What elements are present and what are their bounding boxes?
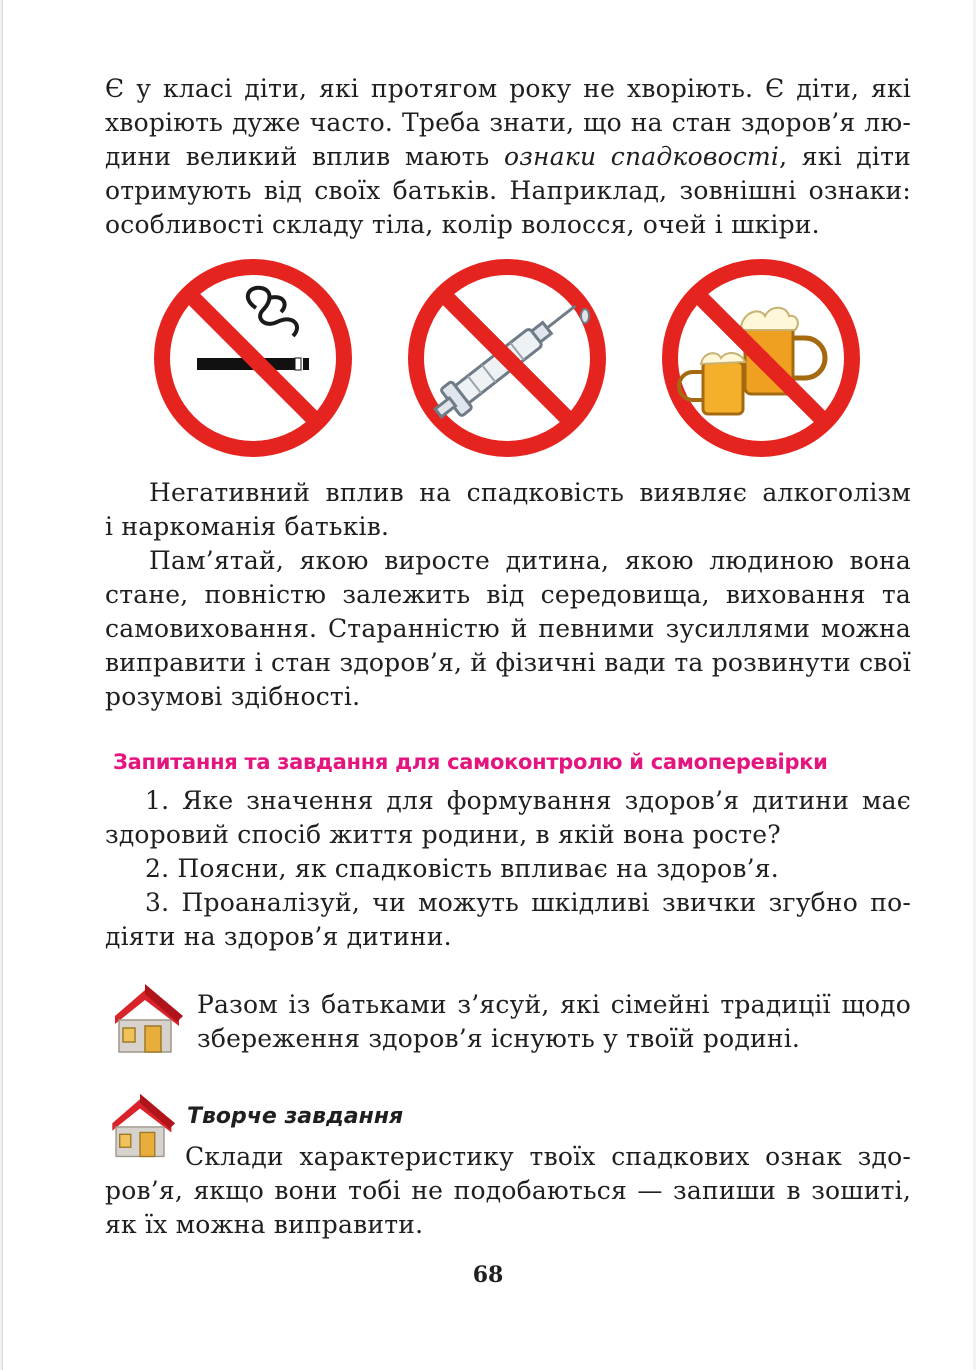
paragraph-remember <box>105 544 911 714</box>
house-icon <box>105 980 185 1058</box>
questions-list <box>105 784 911 954</box>
text-line: Негативний вплив на спадковість виявляє алкоголізм <box>149 478 911 507</box>
question-item: 1. Яке значення для формування здоров’я дитини має <box>145 786 911 815</box>
no-drugs-icon <box>407 258 607 458</box>
text-line: виправити і стан здоров’я, й фізичні вади та розвинути свої <box>105 648 911 677</box>
text-line: особливості складу тіла, колір волосся, очей і шкіри. <box>105 210 820 239</box>
text-line: Пам’ятай, якою виросте дитина, якою людиною вона <box>149 546 911 575</box>
text-line: Склади характеристику твоїх спадкових ознак здо- <box>185 1142 911 1171</box>
text-line: Є у класі діти, які протягом року не хворіють. Є діти, які <box>105 74 911 103</box>
creative-task-text <box>105 1140 911 1242</box>
question-item: 3. Проаналізуй, чи можуть шкідливі звички згубно по- <box>145 888 911 917</box>
text-line: здоровий спосіб життя родини, в якій вона росте? <box>105 820 781 849</box>
text-line: хворіють дуже часто. Треба знати, що на стан здоров’я лю- <box>105 108 911 137</box>
paragraph-alcoholism <box>105 476 911 544</box>
text-line: діяти на здоров’я дитини. <box>105 922 452 951</box>
page-number: 68 <box>472 1262 504 1288</box>
text-fragment: , які діти <box>779 142 911 171</box>
textbook-page <box>2 0 973 1370</box>
text-fragment: дини великий вплив мають <box>105 142 504 171</box>
creative-task-title: Творче завдання <box>187 1104 404 1129</box>
questions-heading: Запитання та завдання для самоконтролю й самоперевірки <box>113 750 828 774</box>
text-line: як їх можна виправити. <box>105 1210 424 1239</box>
question-item: 2. Поясни, як спадковість впливає на здоров’я. <box>145 854 779 883</box>
text-line: ров’я, якщо вони тобі не подобаються — запиши в зошиті, <box>105 1176 911 1205</box>
prohibition-signs <box>153 258 863 458</box>
text-line: стане, повністю залежить від середовища, виховання та <box>105 580 911 609</box>
no-smoking-icon <box>153 258 353 458</box>
text-line: збереження здоров’я існують у твоїй родині. <box>197 1024 801 1053</box>
text-line: самовиховання. Старанністю й певними зусиллями можна <box>105 614 911 643</box>
text-line: Разом із батьками з’ясуй, які сімейні традиції щодо <box>197 990 911 1019</box>
text-line: і наркоманія батьків. <box>105 512 390 541</box>
text-line: розумові здібності. <box>105 682 361 711</box>
home-task-text <box>197 988 911 1056</box>
text-line: отримують від своїх батьків. Наприклад, зовнішні ознаки: <box>105 176 911 205</box>
italic-term: ознаки спадковості <box>503 142 780 171</box>
no-alcohol-icon <box>661 258 861 458</box>
intro-paragraph <box>105 72 911 242</box>
text-line <box>105 140 911 174</box>
